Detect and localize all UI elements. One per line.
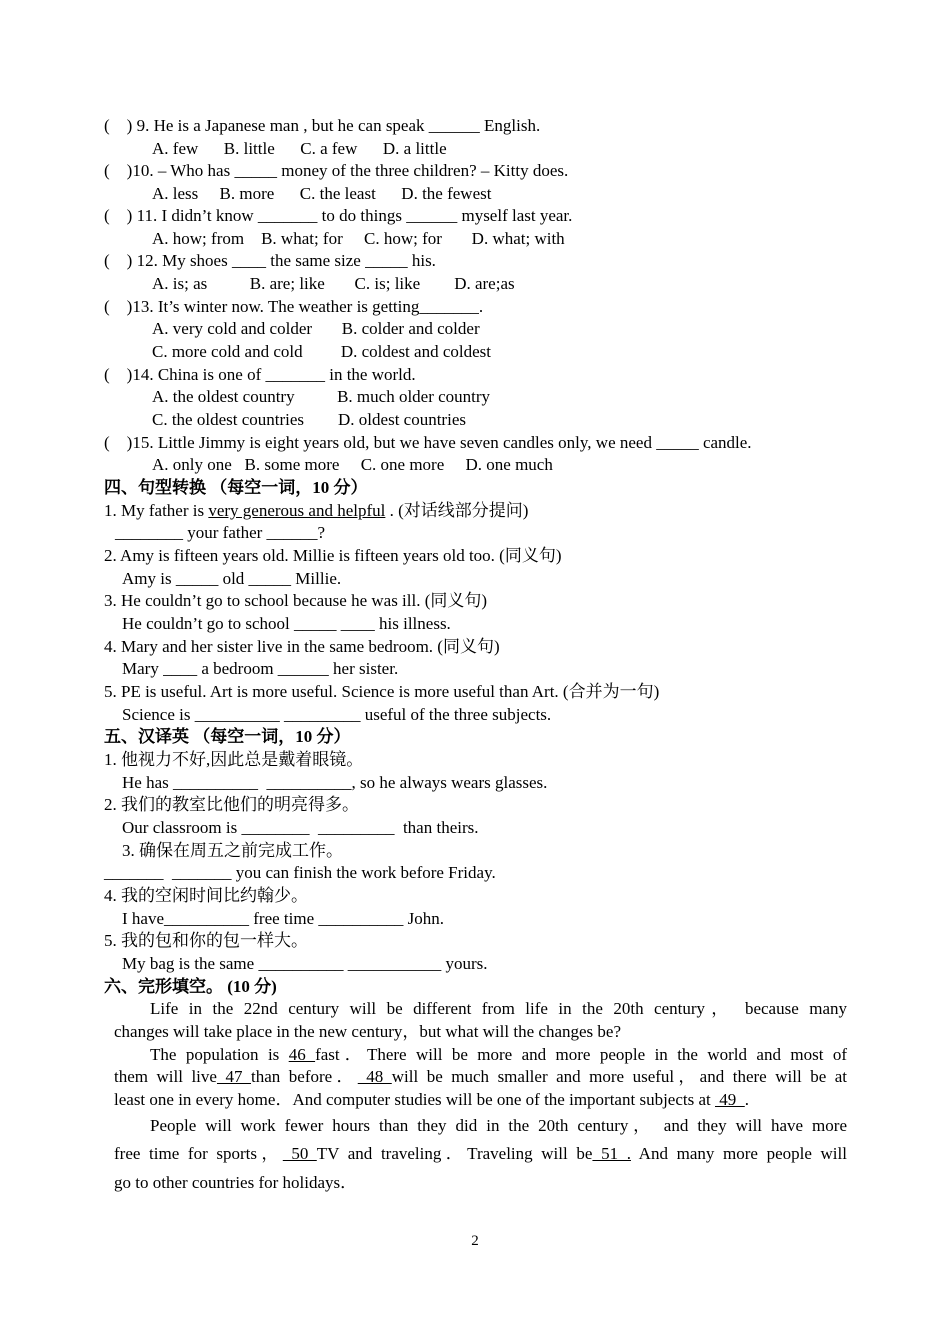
blank-51: 51 . [592, 1144, 631, 1163]
blank-46: 46 [288, 1045, 316, 1064]
cloze-text: The population is [150, 1045, 289, 1064]
blank-47: 47 [216, 1067, 251, 1086]
cloze-text: them will live [114, 1067, 217, 1086]
question-9: ( ) 9. He is a Japanese man , but he can speak ______ English. [104, 116, 541, 135]
question-10: ( )10. – Who has _____ money of the three children? – Kitty does. [104, 161, 569, 180]
cloze-paragraph-2-line-1 [114, 1045, 847, 1065]
question-12: ( ) 12. My shoes ____ the same size _____ his. [104, 251, 436, 270]
cloze-paragraph-3-line-1: People will work fewer hours than they did in the 20th century， and they will have more [150, 1116, 847, 1135]
blank-50: 50 [282, 1144, 317, 1163]
translate-3-answer: _______ _______ you can finish the work before Friday. [104, 863, 496, 882]
cloze-text: will be much smaller and more useful，and there will be at [391, 1067, 848, 1086]
question-14-options-ab: A. the oldest country B. much older country [152, 387, 491, 406]
transform-1-text: 1. My father is [104, 501, 209, 520]
transform-4: 4. Mary and her sister live in the same bedroom. (同义句) [104, 637, 500, 656]
transform-3-answer: He couldn’t go to school _____ ____ his illness. [122, 614, 451, 633]
section-5-heading: 五、汉译英 （每空一词，10 分） [104, 727, 351, 746]
cloze-text: fast．There will be more and more people in the world and most of [315, 1045, 847, 1064]
transform-1-underlined: very generous and helpful [208, 501, 386, 520]
question-14-options-cd: C. the oldest countries D. oldest countries [152, 410, 466, 429]
question-15-options: A. only one B. some more C. one more D. one much [152, 455, 553, 474]
cloze-text: And many more people will [630, 1144, 847, 1163]
blank-49: 49 [715, 1090, 745, 1109]
transform-5: 5. PE is useful. Art is more useful. Science is more useful than Art. (合并为一句) [104, 682, 660, 701]
cloze-text: least one in every home．And computer studies will be one of the important subjects at [114, 1090, 715, 1109]
translate-1: 1. 他视力不好,因此总是戴着眼镜。 [104, 750, 364, 769]
translate-5-answer: My bag is the same __________ ___________ yours. [122, 954, 488, 973]
cloze-paragraph-3-line-2 [114, 1144, 847, 1164]
translate-2-answer: Our classroom is ________ _________ than theirs. [122, 818, 479, 837]
question-12-options: A. is; as B. are; like C. is; like D. are;as [152, 274, 515, 293]
transform-5-answer: Science is __________ _________ useful of the three subjects. [122, 705, 552, 724]
question-9-options: A. few B. little C. a few D. a little [152, 139, 447, 158]
cloze-text: than before． [251, 1067, 358, 1086]
translate-5: 5. 我的包和你的包一样大。 [104, 931, 308, 950]
translate-3: 3. 确保在周五之前完成工作。 [122, 841, 343, 860]
cloze-paragraph-2-line-3 [114, 1090, 749, 1110]
cloze-paragraph-1-line-1: Life in the 22nd century will be different from life in the 20th century， because many [150, 999, 847, 1018]
question-13-options-cd: C. more cold and cold D. coldest and coldest [152, 342, 491, 361]
transform-4-answer: Mary ____ a bedroom ______ her sister. [122, 659, 399, 678]
question-11: ( ) 11. I didn’t know _______ to do things ______ myself last year. [104, 206, 573, 225]
blank-48: 48 [357, 1067, 392, 1086]
transform-1 [104, 501, 528, 521]
translate-4: 4. 我的空闲时间比约翰少。 [104, 886, 308, 905]
question-10-options: A. less B. more C. the least D. the fewest [152, 184, 492, 203]
cloze-paragraph-1-line-2: changes will take place in the new century，but what will the changes be? [114, 1022, 621, 1041]
transform-1-answer: ________ your father ______? [115, 523, 326, 542]
transform-1-instruction: . (对话线部分提问) [385, 501, 529, 520]
cloze-text: free time for sports， [114, 1144, 283, 1163]
translate-2: 2. 我们的教室比他们的明亮得多。 [104, 795, 359, 814]
cloze-text: TV and traveling．Traveling will be [316, 1144, 593, 1163]
question-13-options-ab: A. very cold and colder B. colder and colder [152, 319, 480, 338]
translate-1-answer: He has __________ __________, so he always wears glasses. [122, 773, 548, 792]
question-11-options: A. how; from B. what; for C. how; for D. what; with [152, 229, 565, 248]
translate-4-answer: I have__________ free time __________ John. [122, 909, 444, 928]
transform-2-answer: Amy is _____ old _____ Millie. [122, 569, 342, 588]
transform-2: 2. Amy is fifteen years old. Millie is fifteen years old too. (同义句) [104, 546, 562, 565]
cloze-paragraph-2-line-2 [114, 1067, 847, 1087]
cloze-paragraph-3-line-3: go to other countries for holidays． [114, 1173, 358, 1192]
page-number: 2 [471, 1233, 479, 1249]
section-4-heading: 四、句型转换 （每空一词，10 分） [104, 478, 368, 497]
question-14: ( )14. China is one of _______ in the world. [104, 365, 416, 384]
section-6-heading: 六、完形填空。 (10 分) [104, 977, 277, 996]
cloze-text: . [744, 1090, 749, 1109]
transform-3: 3. He couldn’t go to school because he was ill. (同义句) [104, 591, 488, 610]
question-15: ( )15. Little Jimmy is eight years old, but we have seven candles only, we need _____ candle. [104, 433, 752, 452]
question-13: ( )13. It’s winter now. The weather is getting_______. [104, 297, 484, 316]
